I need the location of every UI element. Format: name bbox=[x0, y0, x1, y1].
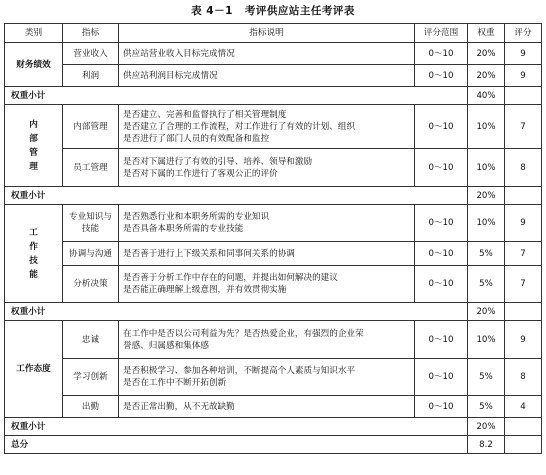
range-cell: 0～10 bbox=[415, 321, 468, 359]
category-char: 工 bbox=[29, 227, 38, 238]
indicator-cell: 内部管理 bbox=[63, 105, 119, 149]
indicator-cell: 出勤 bbox=[63, 396, 119, 418]
table-row bbox=[5, 266, 542, 303]
table-row bbox=[5, 396, 542, 418]
header-range: 评分范围 bbox=[415, 24, 468, 43]
weight-cell: 5% bbox=[468, 242, 505, 266]
table-row bbox=[5, 43, 542, 65]
subtotal-row bbox=[5, 418, 542, 436]
category-char: 技 bbox=[29, 255, 38, 266]
description-line: 是否建立了合理的工作流程，对工作进行了有效的计划、组织 bbox=[123, 121, 356, 132]
weight-cell: 20% bbox=[468, 65, 505, 87]
description-cell bbox=[119, 205, 415, 242]
table-row bbox=[5, 321, 542, 359]
description-line: 是否善于分析工作中存在的问题，并提出如何解决的建议 bbox=[123, 273, 338, 283]
total-row bbox=[5, 436, 542, 454]
table-number: 表 4－1 bbox=[191, 5, 233, 17]
header-weight: 权重 bbox=[468, 24, 505, 43]
weight-cell: 5% bbox=[468, 266, 505, 303]
header-indicator: 指标 bbox=[63, 24, 119, 43]
description-line: 誉感、归属感和集体感 bbox=[123, 340, 209, 351]
description-line: 是否在工作中不断开拓创新 bbox=[123, 378, 227, 388]
indicator-cell: 员工管理 bbox=[63, 149, 119, 187]
description-line: 是否熟悉行业和本职务所需的专业知识 bbox=[123, 212, 270, 222]
weight-cell: 10% bbox=[468, 105, 505, 149]
description-cell bbox=[119, 321, 415, 359]
range-cell: 0～10 bbox=[415, 65, 468, 87]
empty-cell bbox=[505, 303, 542, 321]
indicator-cell: 分析决策 bbox=[63, 266, 119, 303]
indicator-cell: 忠诚 bbox=[63, 321, 119, 359]
score-cell: 7 bbox=[505, 266, 542, 303]
table-row bbox=[5, 359, 542, 396]
subtotal-weight: 40% bbox=[468, 87, 505, 105]
indicator-cell: 协调与沟通 bbox=[63, 242, 119, 266]
description-cell: 供应站利润目标完成情况 bbox=[119, 65, 415, 87]
subtotal-weight: 20% bbox=[468, 303, 505, 321]
table-row bbox=[5, 65, 542, 87]
category-cell: 工作态度 bbox=[5, 321, 63, 418]
category-cell-vertical bbox=[5, 205, 63, 303]
description-line: 在工作中是否以公司利益为先？是否热爱企业，有强烈的企业荣 bbox=[123, 328, 364, 339]
weight-cell: 10% bbox=[468, 321, 505, 359]
weight-cell: 5% bbox=[468, 359, 505, 396]
indicator-cell: 专业知识与技能 bbox=[63, 205, 119, 242]
subtotal-row bbox=[5, 303, 542, 321]
empty-cell bbox=[505, 87, 542, 105]
range-cell: 0～10 bbox=[415, 105, 468, 149]
subtotal-label: 权重小计 bbox=[5, 303, 468, 321]
evaluation-table bbox=[4, 23, 542, 454]
score-cell: 8 bbox=[505, 149, 542, 187]
description-line: 是否能正确理解上级意图，并有效贯彻实施 bbox=[123, 285, 287, 295]
category-cell: 财务绩效 bbox=[5, 43, 63, 87]
category-cell-vertical bbox=[5, 105, 63, 187]
table-row bbox=[5, 205, 542, 242]
range-cell: 0～10 bbox=[415, 396, 468, 418]
header-score: 评分 bbox=[505, 24, 542, 43]
subtotal-label: 权重小计 bbox=[5, 187, 468, 205]
empty-cell bbox=[505, 436, 542, 454]
range-cell: 0～10 bbox=[415, 149, 468, 187]
subtotal-weight: 20% bbox=[468, 418, 505, 436]
description-line: 是否对下属的工作进行了客观公正的评价 bbox=[123, 168, 278, 179]
header-row bbox=[5, 24, 542, 43]
score-cell: 7 bbox=[505, 105, 542, 149]
subtotal-label: 权重小计 bbox=[5, 87, 468, 105]
description-line: 是否进行了部门人员的有效配备和监控 bbox=[123, 133, 270, 144]
description-cell bbox=[119, 149, 415, 187]
header-description: 指标说明 bbox=[119, 24, 415, 43]
category-char: 理 bbox=[29, 161, 38, 172]
category-char: 部 bbox=[29, 133, 38, 144]
description-cell bbox=[119, 105, 415, 149]
table-title bbox=[0, 3, 546, 21]
subtotal-weight: 20% bbox=[468, 187, 505, 205]
total-score: 8.2 bbox=[468, 436, 505, 454]
total-label: 总分 bbox=[5, 436, 468, 454]
weight-cell: 20% bbox=[468, 43, 505, 65]
description-line: 是否建立、完善和监督执行了相关管理制度 bbox=[123, 109, 287, 120]
description-cell: 是否善于进行上下级关系和同事间关系的协调 bbox=[119, 242, 415, 266]
score-cell: 9 bbox=[505, 65, 542, 87]
score-cell: 9 bbox=[505, 205, 542, 242]
indicator-cell: 学习创新 bbox=[63, 359, 119, 396]
description-cell: 供应站营业收入目标完成情况 bbox=[119, 43, 415, 65]
score-cell: 9 bbox=[505, 43, 542, 65]
empty-cell bbox=[505, 418, 542, 436]
subtotal-row bbox=[5, 87, 542, 105]
table-title-text: 考评供应站主任考评表 bbox=[244, 5, 355, 17]
description-cell bbox=[119, 359, 415, 396]
description-line: 是否积极学习、参加各种培训，不断提高个人素质与知识水平 bbox=[123, 366, 356, 376]
header-category: 类别 bbox=[5, 24, 63, 43]
weight-cell: 10% bbox=[468, 205, 505, 242]
range-cell: 0～10 bbox=[415, 43, 468, 65]
description-cell: 是否正常出勤，从不无故缺勤 bbox=[119, 396, 415, 418]
score-cell: 8 bbox=[505, 359, 542, 396]
description-line: 是否对下属进行了有效的引导、培养、领导和激励 bbox=[123, 156, 313, 167]
category-char: 内 bbox=[29, 119, 38, 130]
indicator-cell: 利润 bbox=[63, 65, 119, 87]
subtotal-label: 权重小计 bbox=[5, 418, 468, 436]
indicator-cell: 营业收入 bbox=[63, 43, 119, 65]
table-row bbox=[5, 149, 542, 187]
category-char: 能 bbox=[29, 269, 38, 280]
range-cell: 0～10 bbox=[415, 266, 468, 303]
table-row bbox=[5, 105, 542, 149]
table-row bbox=[5, 242, 542, 266]
range-cell: 0～10 bbox=[415, 242, 468, 266]
score-cell: 9 bbox=[505, 321, 542, 359]
range-cell: 0～10 bbox=[415, 359, 468, 396]
empty-cell bbox=[505, 187, 542, 205]
weight-cell: 10% bbox=[468, 149, 505, 187]
category-char: 管 bbox=[29, 147, 38, 158]
score-cell: 4 bbox=[505, 396, 542, 418]
description-cell bbox=[119, 266, 415, 303]
weight-cell: 5% bbox=[468, 396, 505, 418]
score-cell: 7 bbox=[505, 242, 542, 266]
subtotal-row bbox=[5, 187, 542, 205]
range-cell: 0～10 bbox=[415, 205, 468, 242]
description-line: 是否具备本职务所需的专业技能 bbox=[123, 224, 244, 234]
category-char: 作 bbox=[29, 241, 38, 252]
